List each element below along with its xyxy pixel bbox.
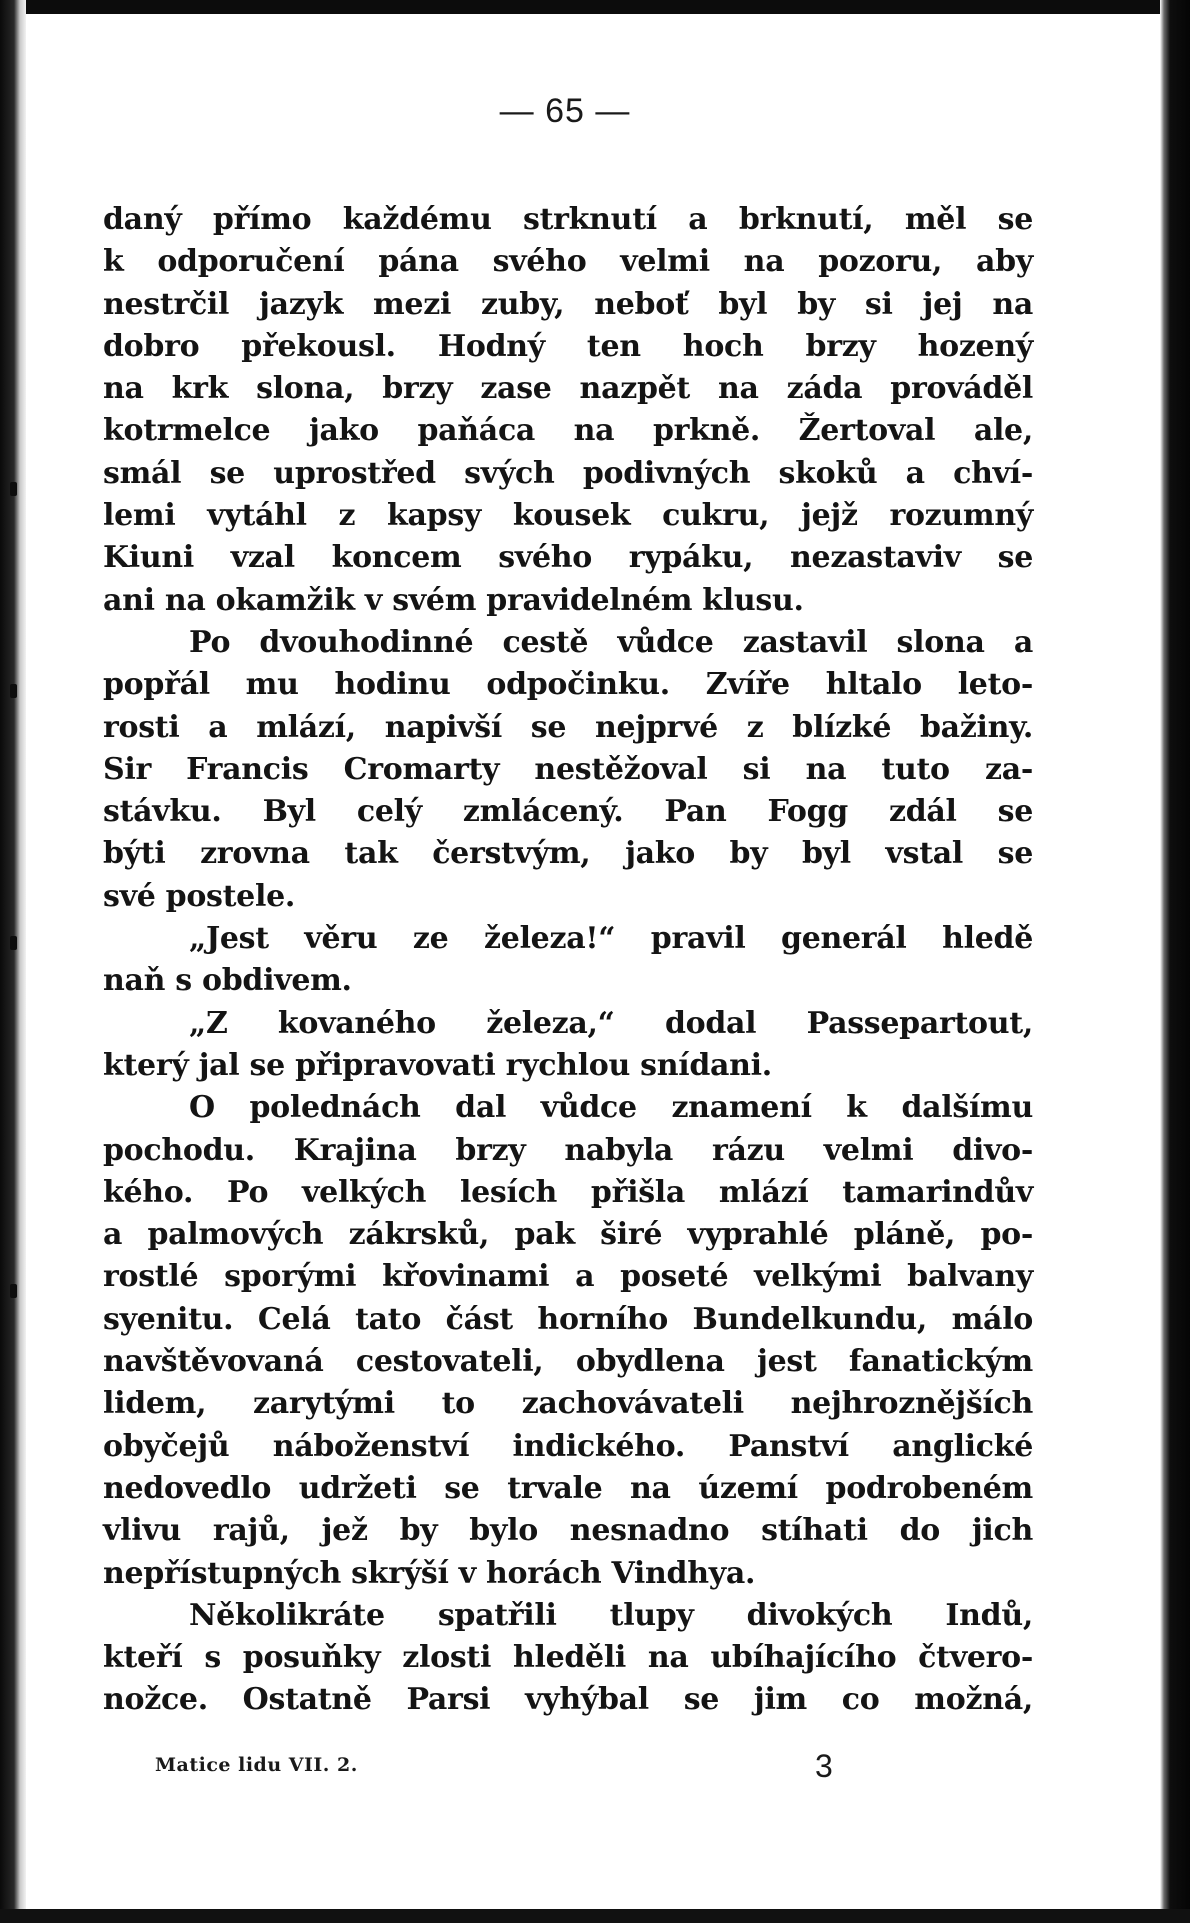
- text-line: k odporučení pána svého velmi na pozoru, aby: [103, 244, 1033, 280]
- text-line: rostlé sporými křovinami a poseté velkými balvany: [103, 1259, 1033, 1295]
- text-line: syenitu. Celá tato část horního Bundelkundu, málo: [103, 1301, 1033, 1337]
- paragraph-start-line: Několikráte spatřili tlupy divokých Indů,: [189, 1597, 1033, 1633]
- text-line: Kiuni vzal koncem svého rypáku, nezastaviv se: [103, 540, 1033, 576]
- text-line: býti zrovna tak čerstvým, jako by byl vstal se: [103, 836, 1033, 872]
- sheet-number: 3: [815, 1748, 833, 1784]
- binding-mark: [10, 1284, 17, 1298]
- text-line: rosti a mlází, napivší se nejprvé z blízké bažiny.: [103, 709, 1033, 745]
- binding-mark: [10, 936, 17, 950]
- text-line: naň s obdivem.: [103, 963, 352, 999]
- binding-mark: [10, 482, 17, 496]
- text-line: obyčejů náboženství indického. Panství anglické: [103, 1428, 1033, 1464]
- text-line: daný přímo každému strknutí a brknutí, měl se: [103, 202, 1033, 237]
- scan-bottom-border: [0, 1909, 1190, 1923]
- text-line: nožce. Ostatně Parsi vyhýbal se jim co možná,: [103, 1682, 1033, 1718]
- text-line: kteří s posuňky zlosti hleděli na ubíhajícího čtvero-: [103, 1640, 1033, 1676]
- text-line: kého. Po velkých lesích přišla mlází tamarindův: [103, 1174, 1033, 1210]
- text-line: který jal se připravovati rychlou snídani.: [103, 1047, 772, 1083]
- paragraph-start-line: „Jest věru ze železa!“ pravil generál hledě: [189, 921, 1033, 957]
- text-line: stávku. Byl celý zmlácený. Pan Fogg zdál se: [103, 794, 1033, 830]
- text-line: nedovedlo udržeti se trvale na území podrobeném: [103, 1470, 1033, 1506]
- text-line: dobro překousl. Hodný ten hoch brzy hozený: [103, 328, 1033, 364]
- text-line: pochodu. Krajina brzy nabyla rázu velmi divo-: [103, 1132, 1033, 1168]
- paragraph-start-line: Po dvouhodinné cestě vůdce zastavil slona a: [189, 624, 1033, 660]
- text-line: nepřístupných skrýší v horách Vindhya.: [103, 1555, 756, 1591]
- page-number: — 65 —: [499, 92, 631, 130]
- text-line: popřál mu hodinu odpočinku. Zvíře hltalo leto-: [103, 667, 1033, 703]
- text-line: lidem, zarytými to zachovávateli nejhroznějších: [103, 1386, 1033, 1422]
- printer-signature: Matice lidu VII. 2.: [155, 1754, 358, 1776]
- scan-top-border: [0, 0, 1190, 14]
- text-line: a palmových zákrsků, pak širé vyprahlé pláně, po-: [103, 1217, 1033, 1253]
- text-line: na krk slona, brzy zase nazpět na záda prováděl: [103, 371, 1033, 407]
- text-line: ani na okamžik v svém pravidelném klusu.: [103, 582, 804, 618]
- text-line: lemi vytáhl z kapsy kousek cukru, jejž rozumný: [103, 498, 1033, 534]
- text-line: své postele.: [103, 878, 296, 914]
- text-line: Sir Francis Cromarty nestěžoval si na tuto za-: [103, 751, 1033, 787]
- text-line: smál se uprostřed svých podivných skoků a chví-: [103, 455, 1033, 491]
- scan-right-border: [1160, 0, 1190, 1923]
- body-text: [103, 199, 1033, 1722]
- text-line: nestrčil jazyk mezi zuby, neboť byl by si jej na: [103, 286, 1033, 322]
- text-line: kotrmelce jako paňáca na prkně. Žertoval ale,: [103, 413, 1033, 449]
- text-line: vlivu rajů, jež by bylo nesnadno stíhati do jich: [103, 1513, 1033, 1549]
- scan-left-border: [0, 0, 26, 1923]
- text-line: navštěvovaná cestovateli, obydlena jest fanatickým: [103, 1344, 1033, 1380]
- binding-mark: [10, 684, 17, 698]
- paragraph-start-line: O polednách dal vůdce znamení k dalšímu: [189, 1090, 1033, 1126]
- paragraph-start-line: „Z kovaného železa,“ dodal Passepartout,: [189, 1005, 1033, 1041]
